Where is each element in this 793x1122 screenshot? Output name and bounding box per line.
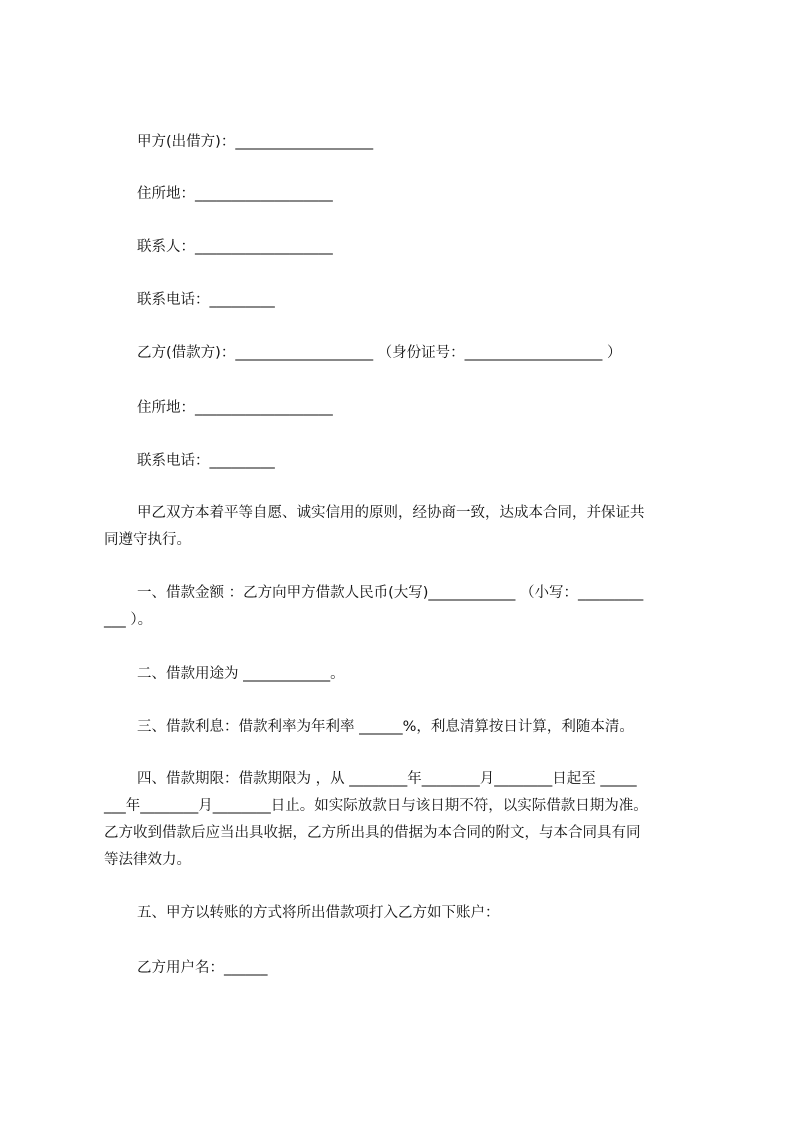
party-a-phone-field: 联系电话：_________ (137, 292, 275, 308)
party-b-phone-field: 联系电话：_________ (137, 453, 275, 469)
party-a-contact-field: 联系人：___________________ (137, 239, 333, 255)
clause-1-line-2: ___ ）。 (104, 612, 153, 628)
clause-loan-purpose: 二、借款用途为 ____________。 (137, 666, 345, 682)
preamble-paragraph (104, 500, 700, 554)
clause-4-line-4: 等法律效力。 (104, 852, 191, 868)
preamble-line-2: 同遵守执行。 (104, 532, 191, 548)
clause-4-line-3: 乙方收到借款后应当出具收据，乙方所出具的借据为本合同的附文，与本合同具有同 (104, 825, 641, 841)
clause-4-line-1: 四、借款期限：借款期限为 ，从 ________年________月________日起至 _____ (137, 771, 637, 787)
clause-4-line-2: ___年________月________日止。如实际放款日与该日期不符，以实际借款日期为准。 (104, 798, 648, 814)
party-a-address-field: 住所地：___________________ (137, 186, 333, 202)
clause-1-line-1: 一、借款金额 ：乙方向甲方借款人民币(大写)____________ （小写：_________ (137, 585, 644, 601)
party-b-address-field: 住所地：___________________ (137, 400, 333, 416)
clause-transfer-method: 五、甲方以转账的方式将所出借款项打入乙方如下账户： (137, 905, 500, 921)
preamble-line-1: 甲乙双方本着平等自愿、诚实信用的原则，经协商一致，达成本合同，并保证共 (137, 505, 645, 521)
party-b-account-name-field: 乙方用户名：______ (137, 960, 268, 976)
party-b-name-id-field: 乙方(借款方)：___________________ （身份证号：___________________ ） (137, 345, 622, 361)
clause-loan-term (104, 766, 700, 874)
clause-loan-interest: 三、借款利息：借款利率为年利率 ______%，利息清算按日计算，利随本清。 (137, 719, 634, 735)
clause-loan-amount (104, 580, 700, 634)
party-a-name-field: 甲方(出借方)：___________________ (137, 134, 374, 150)
